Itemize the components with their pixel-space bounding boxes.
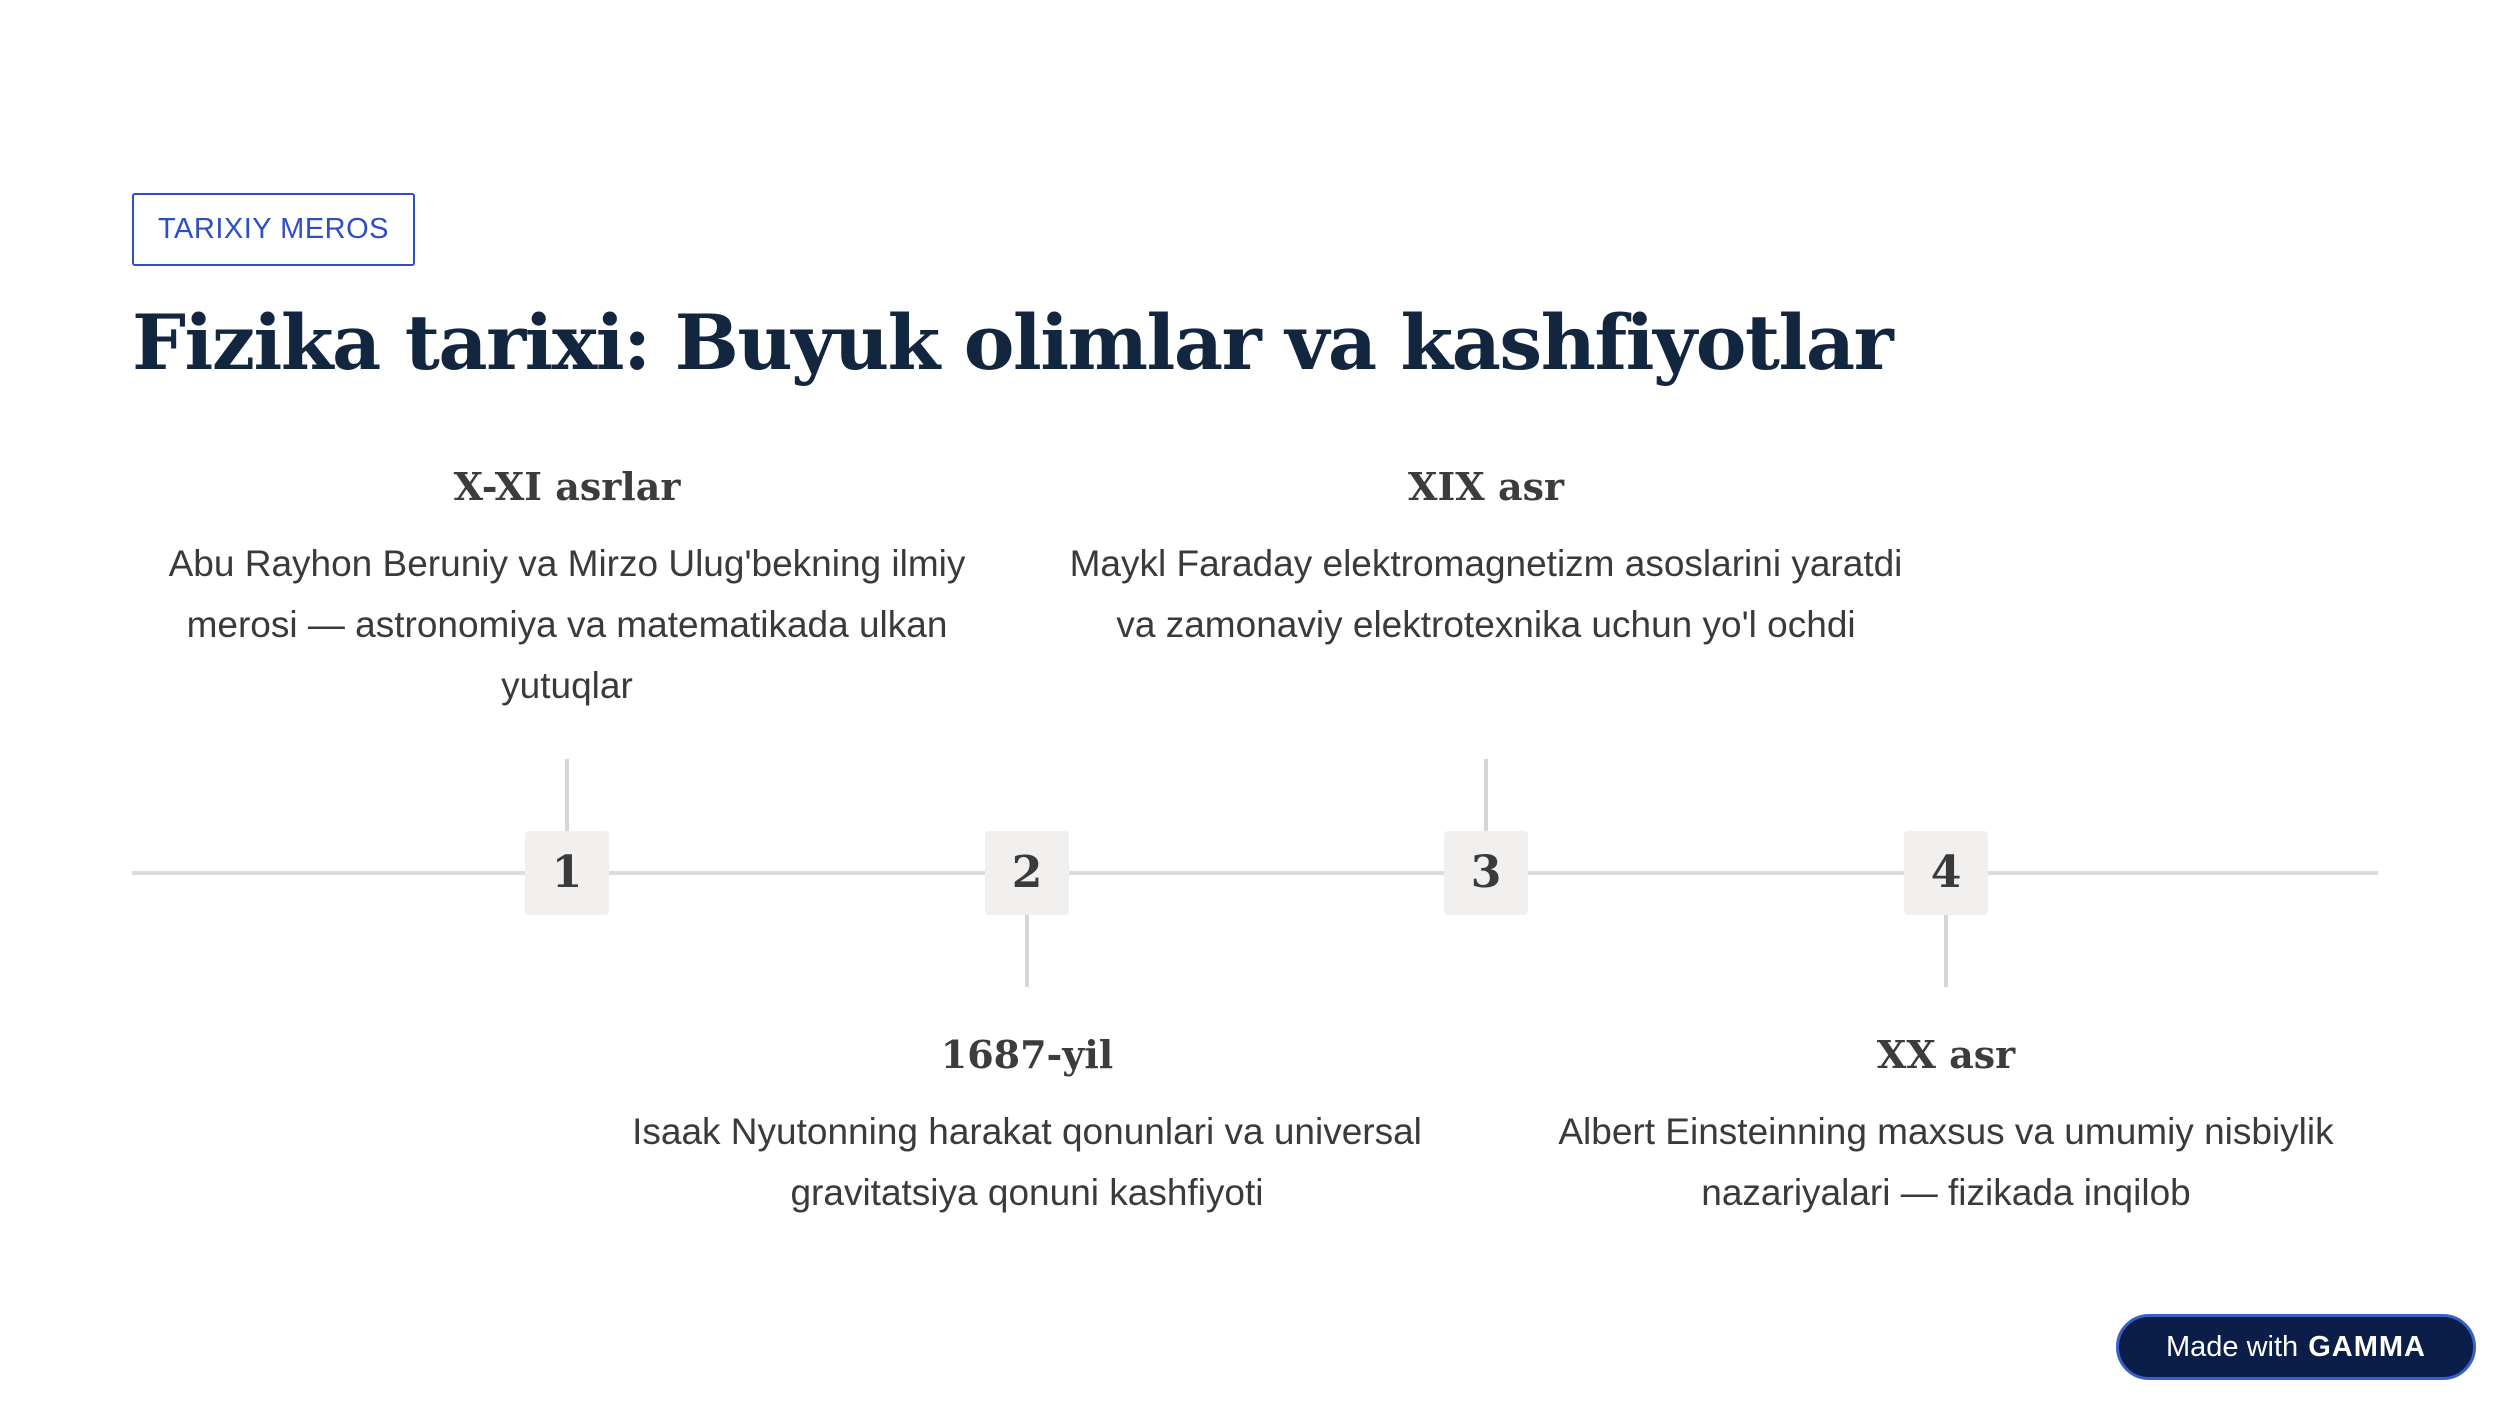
timeline-event-2 <box>607 1027 1447 1223</box>
event-heading: XIX asr <box>1407 464 1564 509</box>
timeline-stem-2 <box>1025 915 1029 987</box>
timeline-marker-3: 3 <box>1444 831 1528 915</box>
section-tag: TARIXIY MEROS <box>132 193 415 266</box>
timeline-event-1 <box>147 459 987 716</box>
timeline-marker-1: 1 <box>525 831 609 915</box>
event-description: Albert Einsteinning maxsus va umumiy nisbiylik nazariyalari — fizikada inqilob <box>1558 1111 2334 1213</box>
event-description: Abu Rayhon Beruniy va Mirzo Ulug'bekning ilmiy merosi — astronomiya va matematikada ulkan yutuqlar <box>168 543 966 706</box>
event-description: Isaak Nyutonning harakat qonunlari va universal gravitatsiya qonuni kashfiyoti <box>632 1111 1422 1213</box>
timeline-event-4 <box>1526 1027 2366 1223</box>
badge-prefix: Made with <box>2166 1331 2299 1363</box>
timeline-marker-2: 2 <box>985 831 1069 915</box>
gamma-logo: GAMMA <box>2308 1331 2426 1363</box>
event-heading: X-XI asrlar <box>453 464 681 509</box>
event-heading: 1687-yil <box>940 1032 1114 1077</box>
timeline-stem-4 <box>1944 915 1948 987</box>
event-description: Maykl Faraday elektromagnetizm asoslarini yaratdi va zamonaviy elektrotexnika uchun yo'l ochdi <box>1069 543 1903 645</box>
timeline-stem-3 <box>1484 759 1488 831</box>
event-heading: XX asr <box>1876 1032 2016 1077</box>
made-with-gamma-badge[interactable] <box>2116 1314 2476 1380</box>
timeline-marker-4: 4 <box>1904 831 1988 915</box>
page-title: Fizika tarixi: Buyuk olimlar va kashfiyotlar <box>132 298 1893 387</box>
timeline-axis <box>132 871 2378 875</box>
timeline-stem-1 <box>565 759 569 831</box>
timeline-event-3 <box>1066 459 1906 655</box>
